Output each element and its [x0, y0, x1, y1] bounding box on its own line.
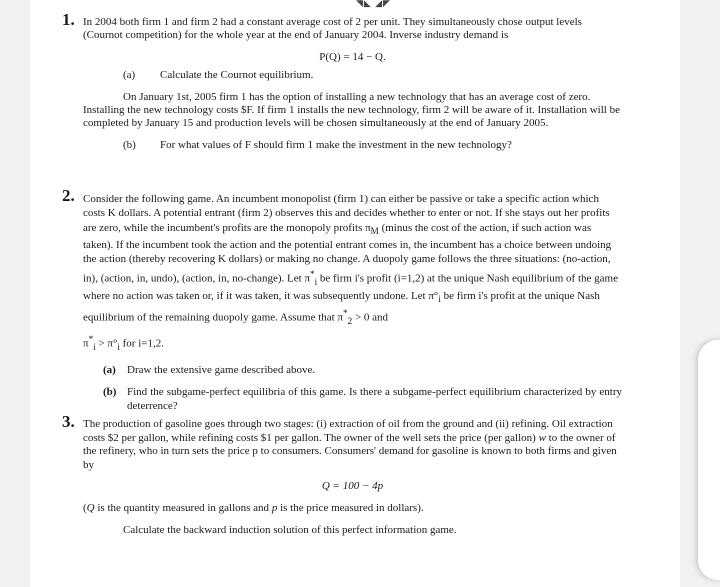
q2-part-b — [83, 385, 622, 414]
side-panel-tab[interactable] — [698, 340, 720, 580]
q2-body: Consider the following game. An incumbent monopolist (firm 1) can either be passive or take a specific action which costs K dollars. A potential entrant (firm 2) observes this and decides whether to enter or not. If she stays out her profits are zero, while the incumbent's profits are the monopoly profits $\pi_M$ (minus the cost of the action, if such action was taken). If the incumbent took the action and the potential entrant comes in, the incumbent has a choice between undoing the action (thereby recovering K dollars) or making no change. A duopoly game follows the three situations: (no-action, in), (action, in, undo), (action, in, no-change). Let $\pi^*_i$ be firm i's profit (i=1,2) at the unique Nash equilibrium of the game where no action was taken or, if it was taken, it was subsequently undone. Let $\pi^\circ_i$ be firm i's profit at the unique Nash equilibrium of the remaining duopoly game. Assume that $\pi^*_2 > 0$ and — [83, 193, 618, 327]
question-3 — [62, 412, 622, 537]
q1-part-a — [83, 69, 622, 82]
q1-part-b — [83, 139, 622, 152]
question-number: 3. — [62, 412, 75, 431]
header-decoration: ◥◣ ◢◤ — [356, 0, 391, 8]
q3-task: Calculate the backward induction solution of this perfect information game. — [123, 523, 457, 536]
q3-body: The production of gasoline goes through two stages: (i) extraction of oil from the ground and (ii) refining. Oil extraction costs $2 per gallon, while refining costs $1 per gallon. The owner of the well sets the price (per gallon) w to the owner of the refinery, who in turn sets the price p to consumers. Consumers' demand for gasoline is known to both firms and given by — [83, 418, 617, 471]
part-label: (b) — [123, 138, 136, 151]
q3-equation: Q = 100 − 4p — [321, 480, 384, 493]
q2-assumption: $\pi^*_i > \pi^\circ_i$ for i=1,2. — [83, 334, 164, 353]
question-number: 2. — [62, 186, 75, 205]
q2-part-a — [83, 363, 622, 377]
q3-note: (Q is the quantity measured in gallons and p is the price measured in dollars). — [83, 501, 424, 514]
part-text: Calculate the Cournot equilibrium. — [160, 69, 314, 82]
part-text: Find the subgame-perfect equilibria of this game. Is there a subgame-perfect equilibrium characterized by entry deterrence? — [127, 385, 622, 413]
part-label: (a) — [123, 69, 136, 82]
q1-scenario: On January 1st, 2005 firm 1 has the option of installing a new technology that has an average cost of zero. Installing the new technology costs $F. If firm 1 installs the new technology, firm 2 will be aware of it. Installation will be completed by January 15 and production levels will be chosen simultaneously at the end of January 2005. — [83, 90, 620, 130]
question-number: 1. — [62, 10, 75, 29]
question-2 — [62, 186, 622, 413]
part-label: (a) — [103, 363, 116, 376]
q1-equation: P(Q) = 14 − Q. — [319, 50, 386, 63]
part-text: For what values of F should firm 1 make the investment in the new technology? — [160, 138, 512, 151]
part-label: (b) — [103, 385, 117, 398]
q1-intro: In 2004 both firm 1 and firm 2 had a constant average cost of 2 per unit. They simultaneously chose output levels (Cournot competition) for the whole year at the end of January 2004. Inverse industry demand is — [83, 16, 582, 42]
part-text: Draw the extensive game described above. — [127, 363, 316, 376]
question-1 — [62, 10, 622, 152]
